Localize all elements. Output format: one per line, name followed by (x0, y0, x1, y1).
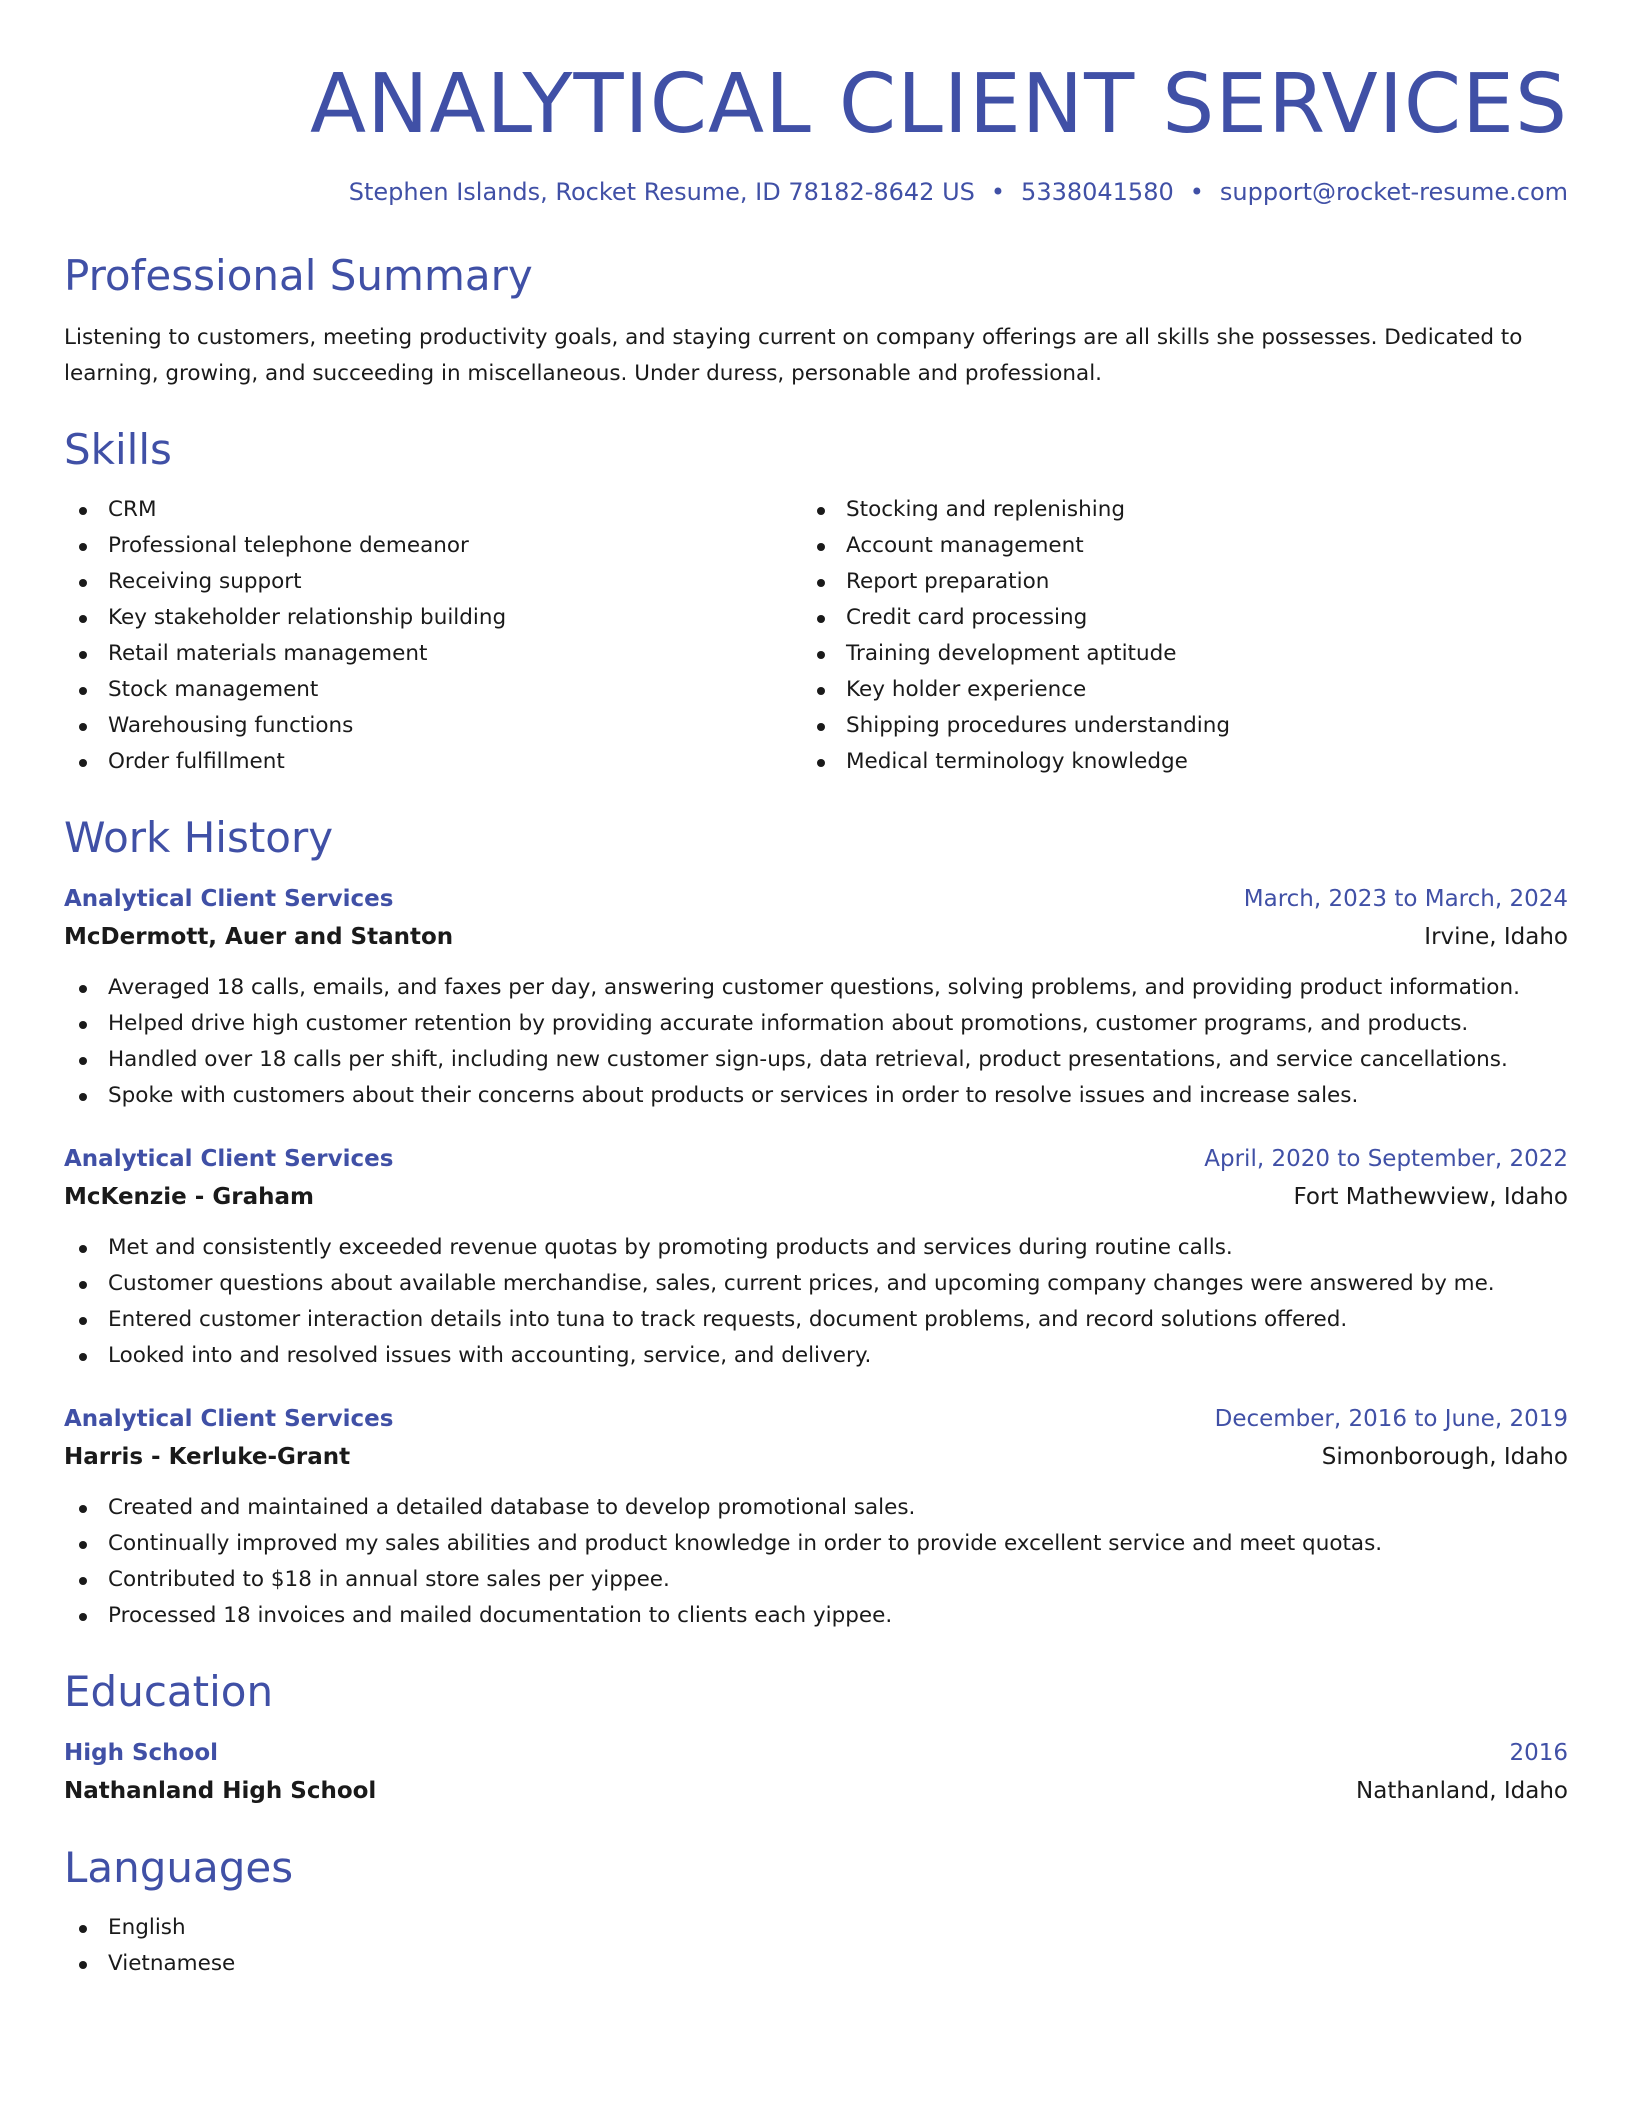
contact-address: Stephen Islands, Rocket Resume, ID 78182-8642 US (348, 178, 975, 206)
education-degree: High School (64, 1740, 219, 1766)
job-location: Irvine, Idaho (1424, 924, 1568, 950)
job-bullets (64, 1230, 1568, 1374)
contact-phone: 5338041580 (1021, 178, 1174, 206)
work-section (64, 810, 1568, 1634)
skill-item: Stock management (64, 672, 802, 708)
contact-separator: • (1189, 178, 1204, 206)
job-subheader (64, 1438, 1568, 1476)
job-dates: December, 2016 to June, 2019 (1214, 1406, 1568, 1432)
job-entry (64, 880, 1568, 1114)
skill-item: Training development aptitude (802, 636, 1568, 672)
education-subheader (64, 1772, 1568, 1810)
languages-list (64, 1910, 1568, 1982)
skill-item: Account management (802, 528, 1568, 564)
job-bullet: Looked into and resolved issues with accounting, service, and delivery. (64, 1338, 1568, 1374)
job-bullet: Created and maintained a detailed database to develop promotional sales. (64, 1490, 1568, 1526)
job-bullet: Entered customer interaction details into tuna to track requests, document problems, and record solutions offered. (64, 1302, 1568, 1338)
job-bullet: Handled over 18 calls per shift, including new customer sign-ups, data retrieval, product presentations, and service cancellations. (64, 1042, 1568, 1078)
job-company: McDermott, Auer and Stanton (64, 924, 454, 950)
education-location: Nathanland, Idaho (1356, 1778, 1568, 1804)
job-location: Simonborough, Idaho (1321, 1444, 1568, 1470)
skill-item: Key holder experience (802, 672, 1568, 708)
education-year: 2016 (1509, 1740, 1568, 1766)
job-bullet: Helped drive high customer retention by providing accurate information about promotions, customer programs, and products. (64, 1006, 1568, 1042)
job-entry (64, 1140, 1568, 1374)
summary-section (64, 248, 1568, 392)
skill-item: Receiving support (64, 564, 802, 600)
skills-heading: Skills (64, 425, 172, 474)
skill-item: Shipping procedures understanding (802, 708, 1568, 744)
contact-separator: • (990, 178, 1006, 206)
skills-list-right (802, 492, 1568, 780)
language-item: English (64, 1910, 1568, 1946)
languages-section (64, 1840, 1568, 1982)
skill-item: Key stakeholder relationship building (64, 600, 802, 636)
job-bullet: Continually improved my sales abilities and product knowledge in order to provide excellent service and meet quotas. (64, 1526, 1568, 1562)
job-bullet: Processed 18 invoices and mailed documentation to clients each yippee. (64, 1598, 1568, 1634)
skill-item: Credit card processing (802, 600, 1568, 636)
job-company: Harris - Kerluke-Grant (64, 1444, 351, 1470)
summary-heading: Professional Summary (64, 251, 533, 300)
skills-list-left (64, 492, 802, 780)
job-entry (64, 1400, 1568, 1634)
job-dates: March, 2023 to March, 2024 (1243, 886, 1568, 912)
skill-item: Stocking and replenishing (802, 492, 1568, 528)
education-section (64, 1664, 1568, 1810)
education-header (64, 1734, 1568, 1772)
contact-email[interactable]: support@rocket-resume.com (1219, 178, 1568, 206)
skill-item: Medical terminology knowledge (802, 744, 1568, 780)
job-subheader (64, 1178, 1568, 1216)
languages-heading: Languages (64, 1843, 294, 1892)
job-bullet: Spoke with customers about their concerns about products or services in order to resolve issues and increase sales. (64, 1078, 1568, 1114)
job-header (64, 880, 1568, 918)
job-bullets (64, 1490, 1568, 1634)
skill-item: Retail materials management (64, 636, 802, 672)
skill-item: Report preparation (802, 564, 1568, 600)
job-header (64, 1140, 1568, 1178)
job-bullet: Contributed to $18 in annual store sales per yippee. (64, 1562, 1568, 1598)
skills-section (64, 422, 1568, 780)
job-header (64, 1400, 1568, 1438)
summary-text: Listening to customers, meeting productivity goals, and staying current on company offerings are all skills she possesses. Dedicated to learning, growing, and succeeding in miscellaneous. Under duress, personable and professional. (64, 325, 1523, 386)
contact-line (64, 176, 1568, 208)
job-location: Fort Mathewview, Idaho (1293, 1184, 1568, 1210)
education-heading: Education (64, 1667, 274, 1716)
skills-grid (64, 492, 1568, 780)
job-title: Analytical Client Services (64, 1406, 394, 1432)
skill-item: CRM (64, 492, 802, 528)
job-bullet: Customer questions about available merchandise, sales, current prices, and upcoming company changes were answered by me. (64, 1266, 1568, 1302)
job-title: Analytical Client Services (64, 886, 394, 912)
job-bullets (64, 970, 1568, 1114)
job-bullet: Averaged 18 calls, emails, and faxes per day, answering customer questions, solving problems, and providing product information. (64, 970, 1568, 1006)
resume-name: ANALYTICAL CLIENT SERVICES (310, 57, 1568, 152)
job-title: Analytical Client Services (64, 1146, 394, 1172)
job-dates: April, 2020 to September, 2022 (1204, 1146, 1568, 1172)
skill-item: Professional telephone demeanor (64, 528, 802, 564)
job-bullet: Met and consistently exceeded revenue quotas by promoting products and services during routine calls. (64, 1230, 1568, 1266)
work-heading: Work History (64, 813, 334, 862)
job-company: McKenzie - Graham (64, 1184, 314, 1210)
skill-item: Warehousing functions (64, 708, 802, 744)
job-subheader (64, 918, 1568, 956)
education-school: Nathanland High School (64, 1778, 377, 1804)
language-item: Vietnamese (64, 1946, 1568, 1982)
skill-item: Order fulfillment (64, 744, 802, 780)
